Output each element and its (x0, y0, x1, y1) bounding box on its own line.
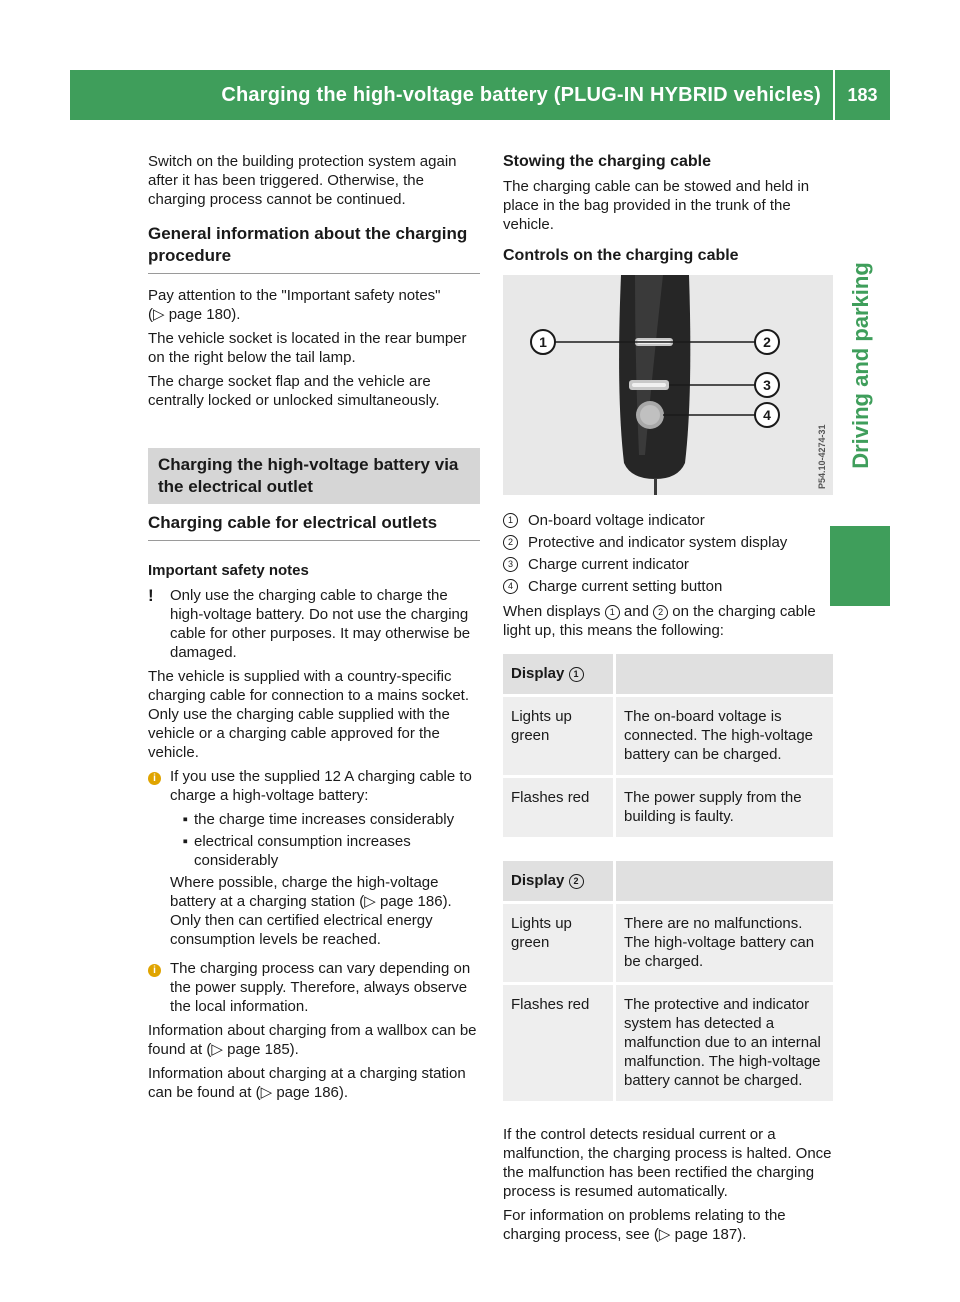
figure-callout (755, 330, 779, 354)
station-paragraph (148, 1064, 480, 1102)
bullet-icon: ▪ (182, 833, 188, 850)
table-row (503, 775, 833, 837)
charging-cable-figure (503, 275, 833, 495)
stowing-paragraph: The charging cable can be stowed and held in place in the bag provided in the trunk of the vehicle. (503, 178, 810, 233)
legend-item (503, 577, 833, 596)
general-info-p3: The charge socket flap and the vehicle are centrally locked or unlocked simultaneously. (148, 373, 440, 409)
page-ref-arrow-icon: ▷ (658, 1226, 671, 1243)
problems-paragraph (503, 1206, 833, 1244)
safety-heading: Important safety notes (148, 562, 309, 579)
info-icon: i (148, 964, 161, 977)
legend-item (503, 533, 833, 552)
info-note-lead: If you use the supplied 12 A charging cable to charge a high-voltage battery: (170, 768, 472, 804)
header-title: Charging the high-voltage battery (PLUG-IN HYBRID vehicles) (221, 83, 821, 106)
callout-number: 2 (569, 874, 584, 889)
page-ref-link[interactable]: page 186). (276, 1084, 349, 1101)
table-cell-meaning: There are no malfunctions. The high-voltage battery can be charged. (616, 901, 833, 982)
general-info-p2: The vehicle socket is located in the rear bumper on the right below the tail lamp. (148, 330, 467, 366)
legend-text: Protective and indicator system display (528, 534, 788, 551)
table-cell-state: Lights up green (503, 694, 616, 775)
legend-item (503, 511, 833, 530)
legend-text: Charge current setting button (528, 578, 723, 595)
chapter-tab-label: Driving and parking (847, 261, 873, 469)
table-cell-meaning: The on-board voltage is connected. The high-voltage battery can be charged. (616, 694, 833, 775)
svg-text:3: 3 (763, 377, 771, 393)
table-header-label: Display (511, 872, 565, 889)
wallbox-paragraph (148, 1021, 480, 1059)
table-header-cell (616, 654, 833, 694)
callout-number: 2 (503, 535, 518, 550)
legend-text: Charge current indicator (528, 556, 689, 573)
wallbox-text: Information about charging from a wallbox can be found at ( (148, 1022, 477, 1058)
svg-text:2: 2 (763, 334, 771, 350)
figure-callout (755, 373, 779, 397)
table-cell-state: Lights up green (503, 901, 616, 982)
general-info-heading: General information about the charging procedure (148, 224, 468, 265)
right-column (503, 152, 833, 1249)
legend-item (503, 555, 833, 574)
table-header-cell (616, 861, 833, 901)
table-row (503, 982, 833, 1101)
supplied-cable-paragraph: The vehicle is supplied with a country-specific charging cable for connection to a mains socket. Only use the charging cable supplied with the vehicle or a charging cable approved for the vehicle. (148, 668, 470, 761)
svg-text:1: 1 (539, 334, 547, 350)
info-note (148, 959, 480, 1016)
page-ref-arrow-icon: ▷ (211, 1041, 223, 1058)
callout-number: 4 (503, 579, 518, 594)
warning-text: Only use the charging cable to charge the high-voltage battery. Do not use the charging cable for other purposes. It may otherwise be damaged. (170, 587, 471, 661)
info-icon-wrap (148, 959, 170, 1016)
figure-code: P54.10-4274-31 (817, 424, 827, 489)
warning-icon: ! (148, 586, 154, 605)
info-icon: i (148, 772, 161, 785)
stowing-heading: Stowing the charging cable (503, 153, 712, 170)
page-ref-arrow-icon: ▷ (260, 1084, 273, 1101)
section-band-heading: Charging the high-voltage battery via the electrical outlet (148, 448, 480, 504)
display-1-table (503, 654, 833, 837)
info-note (148, 767, 480, 954)
table-header-row (503, 654, 833, 694)
table-row (503, 901, 833, 982)
callout-number: 1 (605, 605, 620, 620)
cable-controls-illustration (503, 275, 833, 495)
callout-number: 2 (653, 605, 668, 620)
svg-text:4: 4 (763, 407, 771, 423)
when-displays-paragraph (503, 602, 833, 640)
table-header-label: Display (511, 665, 565, 682)
info-tail-text: Where possible, charge the high-voltage battery at a charging station ( (170, 874, 439, 910)
callout-number: 1 (569, 667, 584, 682)
page-ref-arrow-icon: ▷ (364, 893, 376, 910)
list-item (170, 810, 480, 829)
table-cell-meaning: The power supply from the building is faulty. (616, 775, 833, 837)
legend-text: On-board voltage indicator (528, 512, 705, 529)
warning-note (148, 586, 480, 662)
table-header-row (503, 861, 833, 901)
bullet-text: electrical consumption increases considerably (194, 833, 411, 869)
table-cell-meaning: The protective and indicator system has detected a malfunction due to an internal malfunction. The high-voltage battery cannot be charged. (616, 982, 833, 1101)
display-2-table (503, 861, 833, 1101)
page-header (70, 70, 890, 120)
heading-rule (148, 540, 480, 541)
page-number: 183 (847, 84, 878, 105)
residual-current-paragraph: If the control detects residual current or a malfunction, the charging process is halted. Once the malfunction has been rectified the charging process is resumed automatically. (503, 1126, 832, 1200)
controls-heading: Controls on the charging cable (503, 247, 739, 264)
page-ref-link[interactable]: page 185). (227, 1041, 299, 1058)
figure-callout (755, 403, 779, 427)
page-ref-link[interactable]: page 187). (674, 1226, 747, 1243)
table-cell-state: Flashes red (503, 982, 616, 1101)
table-header-cell (503, 654, 616, 694)
intro-paragraph: Switch on the building protection system again after it has been triggered. Otherwise, the charging process cannot be continued. (148, 153, 457, 208)
when-text-b: and (623, 603, 649, 620)
when-text-a: When displays (503, 603, 601, 620)
callout-number: 3 (503, 557, 518, 572)
page-ref-link[interactable]: page 186). Only then can certified electrical energy consumption levels be reached. (170, 893, 452, 948)
problems-text: For information on problems relating to the charging process, see ( (503, 1207, 786, 1243)
chapter-tab (830, 240, 890, 490)
table-row (503, 694, 833, 775)
page-ref-arrow-icon: ▷ (153, 306, 165, 323)
when-text-c: on the charging cable light up, this means the following: (503, 603, 816, 639)
figure-callout (531, 330, 555, 354)
bullet-icon: ▪ (182, 811, 188, 828)
heading-rule (148, 273, 480, 274)
info-note-text: The charging process can vary depending on the power supply. Therefore, always observe the local information. (170, 960, 471, 1015)
safety-notes-text: Pay attention to the "Important safety notes" (148, 287, 441, 304)
general-info-p1: Pay attention to the "Important safety notes" (▷ page 180). (148, 287, 441, 323)
chapter-tab-marker (830, 526, 890, 606)
cable-heading: Charging cable for electrical outlets (148, 513, 438, 532)
station-text: Information about charging at a charging station can be found at ( (148, 1065, 466, 1101)
table-header-cell (503, 861, 616, 901)
table-cell-state: Flashes red (503, 775, 616, 837)
info-note-tail (170, 873, 480, 949)
bullet-text: the charge time increases considerably (194, 811, 455, 828)
info-icon-wrap (148, 767, 170, 954)
callout-number: 1 (503, 513, 518, 528)
page-ref-link[interactable]: page 180). (168, 306, 241, 323)
list-item (170, 832, 480, 870)
left-column (148, 152, 480, 1107)
